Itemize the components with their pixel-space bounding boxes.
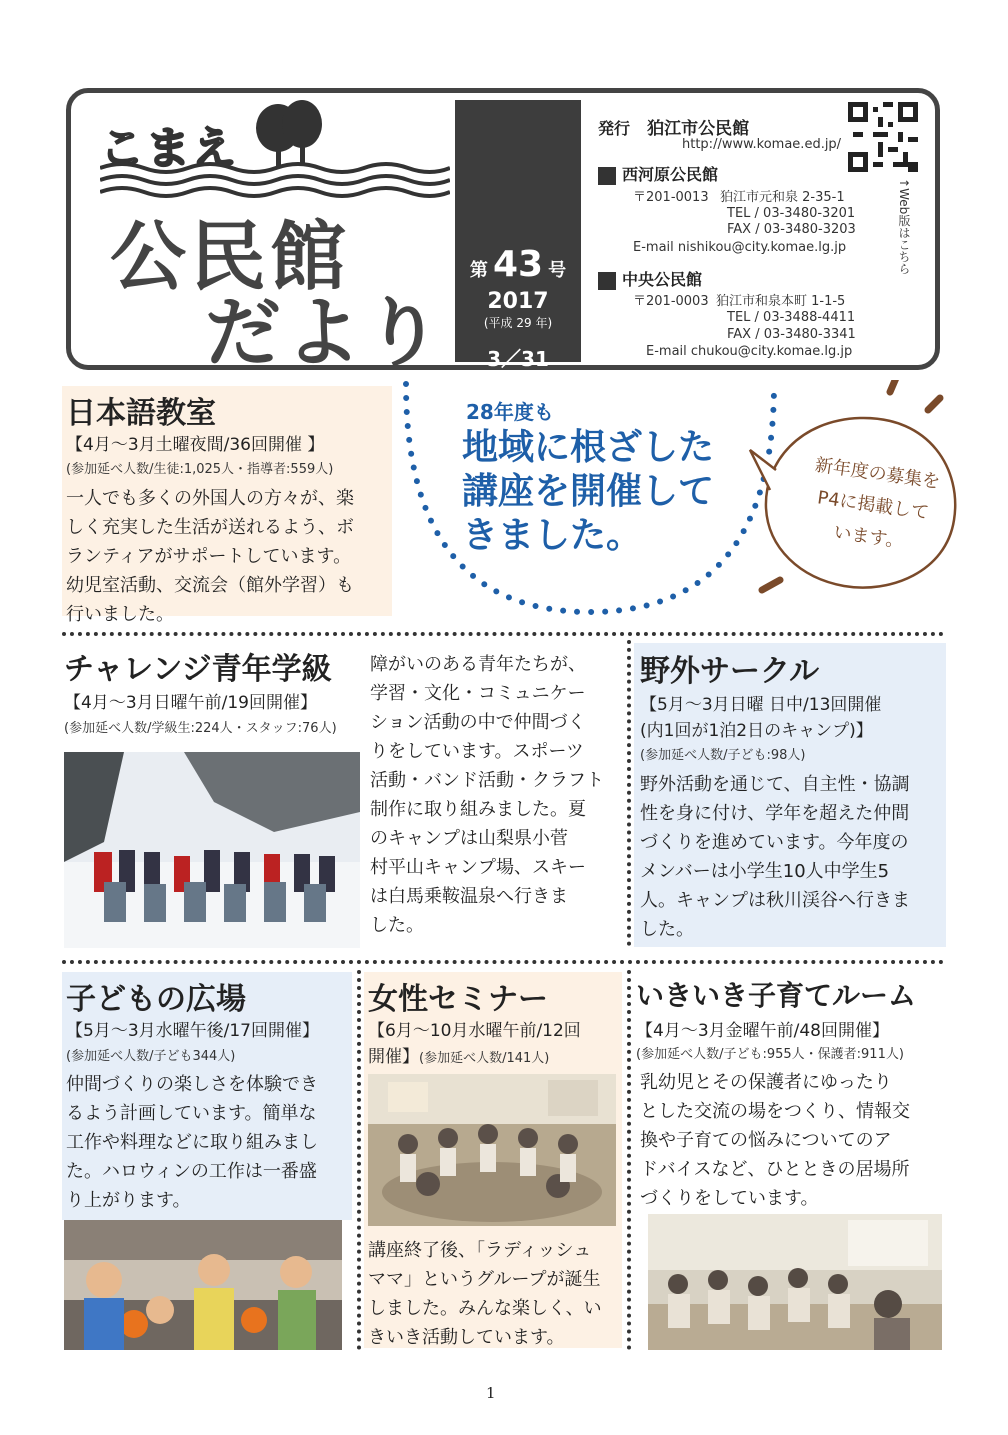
branch-chuo bbox=[598, 267, 702, 290]
josei-participants: (参加延べ人数/141人) bbox=[419, 1051, 550, 1066]
address: 狛江市元和泉 2-35-1 bbox=[720, 190, 845, 205]
divider bbox=[627, 640, 631, 946]
branch-nishikawara bbox=[598, 162, 718, 185]
body-line: 乳幼児とその保護者にゆったり bbox=[640, 1072, 892, 1093]
josei-schedule-2: 開催】 bbox=[368, 1047, 419, 1067]
tel: TEL / 03-3488-4411 bbox=[727, 310, 856, 325]
publisher-name: 狛江市公民館 bbox=[647, 119, 750, 139]
body-line: 一人でも多くの外国人の方々が、楽 bbox=[66, 488, 354, 509]
halloween-craft-photo bbox=[64, 1220, 342, 1350]
yagai-title: 野外サークル bbox=[640, 654, 820, 689]
seminar-photo bbox=[368, 1074, 616, 1226]
body-line: 活動・バンド活動・クラフト bbox=[370, 770, 604, 791]
nihongo-schedule: 【4月～3月土曜夜間/36回開催 】 bbox=[66, 435, 325, 455]
ikiiki-body bbox=[640, 1068, 946, 1213]
divider bbox=[62, 632, 944, 636]
josei-schedule-1: 【6月～10月水曜午前/12回 bbox=[368, 1021, 581, 1041]
nihongo-participants: (参加延べ人数/生徒:1,025人・指導者:559人) bbox=[66, 462, 334, 477]
body-line: 障がいのある青年たちが、 bbox=[370, 654, 586, 675]
postal-code: 〒201-0013 bbox=[633, 190, 709, 205]
body-line: ドバイスなど、ひとときの居場所 bbox=[640, 1159, 910, 1180]
email-line bbox=[633, 240, 846, 255]
divider bbox=[627, 970, 631, 1350]
issue-prefix: 第 bbox=[469, 260, 488, 281]
headline-line: 地域に根ざした bbox=[462, 427, 715, 468]
body-line: しく充実した生活が送れるよう、ボ bbox=[66, 517, 354, 538]
square-bullet-icon bbox=[598, 272, 616, 290]
address: 狛江市和泉本町 1-1-5 bbox=[716, 294, 846, 309]
issue-era: (平成 29 年) bbox=[483, 316, 553, 330]
body-line: づくりを進めています。今年度の bbox=[640, 832, 909, 853]
email-address[interactable]: nishikou@city.komae.lg.jp bbox=[677, 240, 847, 255]
body-line: メンバーは小学生10人中学生5 bbox=[640, 861, 890, 882]
body-line: り上がります。 bbox=[66, 1190, 191, 1211]
body-line: 性を身に付け、学年を超えた仲間 bbox=[640, 803, 910, 824]
body-line: 人。キャンプは秋川渓谷へ行きま bbox=[640, 890, 910, 911]
body-line: た。ハロウィンの工作は一番盛 bbox=[66, 1161, 317, 1182]
ikiiki-schedule: 【4月～3月金曜午前/48回開催】 bbox=[636, 1021, 889, 1041]
challenge-title: チャレンジ青年学級 bbox=[64, 652, 332, 687]
bubble-line: P4に掲載して bbox=[815, 487, 931, 524]
headline-line: 講座を開催して bbox=[462, 471, 715, 512]
body-line: るよう計画しています。簡単な bbox=[66, 1103, 317, 1124]
bubble-line: います。 bbox=[832, 521, 906, 553]
publisher-line bbox=[598, 114, 749, 139]
body-line: ション活動の中で仲間づく bbox=[370, 712, 586, 733]
childcare-room-photo bbox=[648, 1214, 942, 1350]
yagai-schedule-2: (内1回が1泊2日のキャンプ)】 bbox=[640, 721, 873, 741]
fax: FAX / 03-3480-3341 bbox=[727, 327, 856, 342]
body-line: は白馬乗鞍温泉へ行きま bbox=[370, 886, 568, 907]
body-line: りをしています。スポーツ bbox=[370, 741, 584, 762]
body-line: づくりをしています。 bbox=[640, 1188, 819, 1209]
yagai-body bbox=[640, 770, 946, 944]
logo-kouminkan: 公民館 bbox=[110, 212, 350, 301]
headline-line: きました。 bbox=[462, 515, 643, 556]
ikiiki-title: いきいき子育てルーム bbox=[636, 979, 917, 1012]
body-line: 村平山キャンプ場、スキー bbox=[370, 857, 586, 878]
body-line: 講座終了後、「ラディッシュ bbox=[368, 1240, 592, 1261]
kodomo-schedule: 【5月～3月水曜午後/17回開催】 bbox=[66, 1021, 319, 1041]
challenge-schedule: 【4月～3月日曜午前/19回開催】 bbox=[64, 693, 317, 713]
issue-year: 2017 bbox=[487, 289, 549, 314]
body-line: ママ」というグループが誕生 bbox=[368, 1269, 601, 1290]
nihongo-title: 日本語教室 bbox=[66, 396, 216, 431]
body-line: した。 bbox=[640, 919, 694, 940]
web-version-note bbox=[896, 178, 913, 274]
issue-suffix: 号 bbox=[548, 260, 567, 281]
body-line: 幼児室活動、交流会（館外学習）も bbox=[66, 575, 354, 596]
body-line: 学習・文化・コミュニケー bbox=[370, 683, 586, 704]
issue-date: 3／31 bbox=[487, 347, 549, 371]
fax: FAX / 03-3480-3203 bbox=[727, 222, 856, 237]
body-line: きいき活動しています。 bbox=[368, 1327, 565, 1348]
logo-dayori: だより bbox=[205, 288, 445, 377]
bubble-line: 新年度の募集を bbox=[813, 454, 942, 493]
arrow-up-icon: ↑ bbox=[897, 178, 911, 189]
issue-number: 43 bbox=[492, 244, 544, 285]
email-label: E-mail bbox=[633, 240, 674, 255]
website-url[interactable]: http://www.komae.ed.jp/ bbox=[682, 137, 842, 152]
divider bbox=[62, 960, 944, 964]
nihongo-body bbox=[66, 484, 396, 629]
branch-name: 中央公民館 bbox=[622, 270, 703, 289]
tel: TEL / 03-3480-3201 bbox=[727, 206, 856, 221]
postal-code: 〒201-0003 bbox=[633, 294, 709, 309]
body-line: 野外活動を通じて、自主性・協調 bbox=[640, 774, 910, 795]
body-line: 換や子育ての悩みについてのア bbox=[640, 1130, 892, 1151]
branch-name: 西河原公民館 bbox=[622, 165, 719, 184]
yagai-schedule-1: 【5月～3月日曜 日中/13回開催 bbox=[640, 695, 882, 715]
email-label: E-mail bbox=[646, 344, 687, 359]
headline-main bbox=[462, 426, 714, 558]
kodomo-title: 子どもの広場 bbox=[66, 982, 246, 1017]
divider bbox=[357, 970, 361, 1350]
body-line: のキャンプは山梨県小菅 bbox=[370, 828, 568, 849]
yagai-participants: (参加延べ人数/子ども:98人) bbox=[640, 748, 806, 763]
ski-group-photo bbox=[64, 752, 360, 948]
body-line: 仲間づくりの楽しさを体験でき bbox=[66, 1074, 318, 1095]
square-bullet-icon bbox=[598, 167, 616, 185]
qr-code-icon[interactable] bbox=[848, 102, 918, 176]
publisher-label: 発行 bbox=[598, 119, 631, 138]
josei-schedule-2-line bbox=[368, 1042, 549, 1067]
body-line: ランティアがサポートしています。 bbox=[66, 546, 352, 567]
logo-komae: こまえ bbox=[100, 123, 238, 174]
headline-sub: 28年度も bbox=[466, 400, 554, 424]
web-note-text: Web版はこちら bbox=[897, 188, 911, 275]
email-address[interactable]: chukou@city.komae.lg.jp bbox=[690, 344, 853, 359]
issue-box bbox=[455, 100, 581, 371]
josei-title: 女性セミナー bbox=[368, 982, 548, 1017]
body-line: しました。みんな楽しく、い bbox=[368, 1298, 602, 1319]
kodomo-body bbox=[66, 1070, 356, 1215]
page-number: 1 bbox=[486, 1384, 496, 1402]
challenge-participants: (参加延べ人数/学級生:224人・スタッフ:76人) bbox=[64, 721, 337, 736]
body-line: とした交流の場をつくり、情報交 bbox=[640, 1101, 910, 1122]
body-line: 工作や料理などに取り組みまし bbox=[66, 1132, 318, 1153]
ikiiki-participants: (参加延べ人数/子ども:955人・保護者:911人) bbox=[636, 1047, 904, 1062]
email-line bbox=[646, 344, 852, 359]
body-line: した。 bbox=[370, 915, 424, 936]
body-line: 行いました。 bbox=[66, 604, 174, 625]
kodomo-participants: (参加延べ人数/子ども344人) bbox=[66, 1049, 236, 1064]
josei-body bbox=[368, 1236, 626, 1352]
challenge-body bbox=[370, 650, 620, 940]
body-line: 制作に取り組みました。夏 bbox=[370, 799, 586, 820]
